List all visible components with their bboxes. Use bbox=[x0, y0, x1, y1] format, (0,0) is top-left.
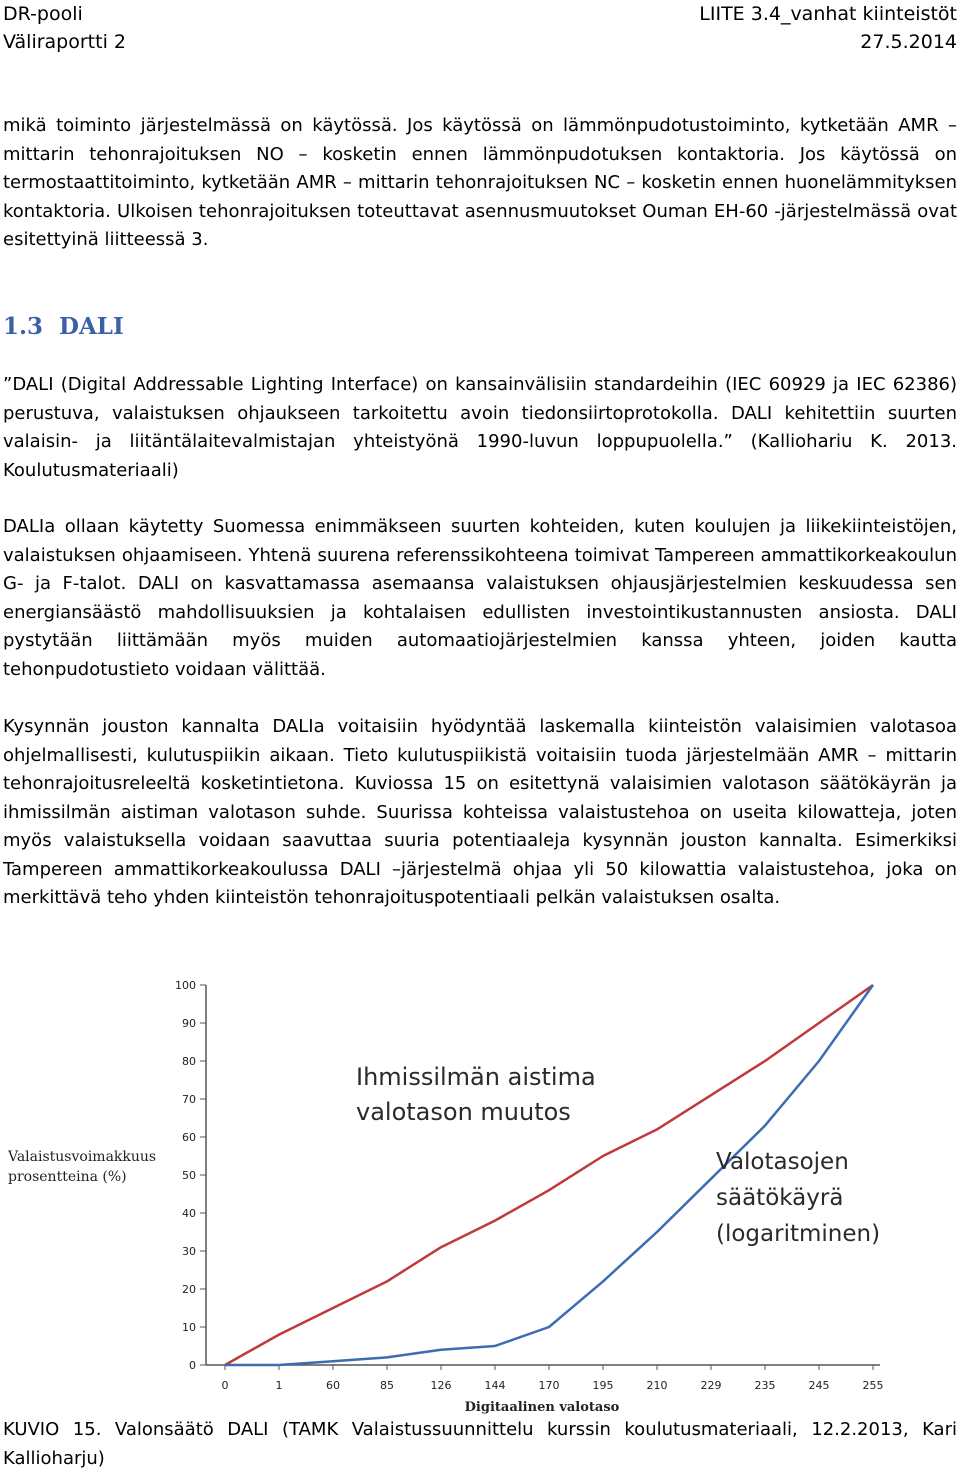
paragraph-dali-usage: DALIa ollaan käytetty Suomessa enimmäkseen suurten kohteiden, kuten koulujen ja liikekiinteistöjen, valaistuksen ohjaamiseen. Yhtenä suurena referenssikohteena toimivat Tampereen ammattikorkeakoulun G- ja F-talot. DALI on kasvattamassa asemaansa valaistuksen ohjausjärjestelmien keskuudessa sen energiansäästö mahdollisuuksien ja kohtalaisen edullisten investointikustannusten ansiosta. DALI pystytään liittämään myös muiden automaatiojärjestelmien kanssa yhteen, joiden kautta tehonpudotustieto voidaan välittää. bbox=[3, 516, 957, 680]
figure-caption: KUVIO 15. Valonsäätö DALI (TAMK Valaistussuunnittelu kurssin koulutusmateriaali, 12.2.2013, Kari Kallioharju) bbox=[3, 1419, 957, 1469]
y-axis-label-line1: Valaistusvoimakkuus bbox=[8, 1149, 157, 1165]
red-annotation bbox=[356, 1063, 596, 1126]
y-axis-label-line2: prosentteina (%) bbox=[8, 1169, 127, 1185]
x-tick-label: 0 bbox=[221, 1379, 229, 1392]
y-tick-label: 90 bbox=[182, 1017, 196, 1030]
paragraph-dali-definition: ”DALI (Digital Addressable Lighting Interface) on kansainvälisiin standardeihin (IEC 60929 ja IEC 62386) perustuva, valaistuksen ohjaukseen tarkoitettu avoin tiedonsiirtoprotokolla. DALI kehitettiin suurten valaisin- ja liitäntälaitevalmistajan yhteistyönä 1990-luvun loppupuolella.” (Kalliohariu K. 2013. Koulutusmateriaali) bbox=[3, 374, 957, 481]
x-tick-label: 195 bbox=[592, 1379, 614, 1392]
x-tick-label: 126 bbox=[430, 1379, 452, 1392]
y-tick-label: 60 bbox=[182, 1131, 196, 1144]
paragraph-amr-connection: mikä toiminto järjestelmässä on käytössä. Jos käytössä on lämmönpudotustoiminto, kytketään AMR – mittarin tehonrajoituksen NO – kosketin ennen lämmönpudotuksen kontaktoria. Jos käytössä on termostaattitoiminto, kytketään AMR – mittarin tehonrajoituksen NC – kosketin ennen huonelämmityksen kontaktoria. Ulkoisen tehonrajoituksen toteuttavat asennusmuutokset Ouman EH-60 -järjestelmässä ovat esitettyinä liitteessä 3. bbox=[3, 115, 957, 250]
header-date: 27.5.2014 bbox=[860, 31, 957, 53]
red-annotation-line2: valotason muutos bbox=[356, 1098, 571, 1126]
series-line-blue bbox=[225, 985, 873, 1365]
y-tick-label: 0 bbox=[189, 1359, 196, 1372]
x-tick-label: 229 bbox=[700, 1379, 722, 1392]
section-title: DALI bbox=[59, 313, 124, 340]
x-axis-label: Digitaalinen valotaso bbox=[464, 1400, 620, 1415]
x-tick-label: 245 bbox=[808, 1379, 830, 1392]
y-tick-label: 70 bbox=[182, 1093, 196, 1106]
paragraph-demand-response: Kysynnän jouston kannalta DALIa voitaisiin hyödyntää laskemalla kiinteistön valaisimien valotasoa ohjelmallisesti, kulutuspiikin aikaan. Tieto kulutuspiikistä voitaisiin tuoda järjestelmään AMR – mittarin tehonrajoitusreleeltä kosketintietona. Kuviossa 15 on esitettynä valaisimien valotason säätökäyrän ja ihmissilmän aistiman valotason suhde. Suurissa kohteissa valaistustehoa on useita kilowatteja, joten myös valaistuksella voidaan saavuttaa suuria potentiaaleja kysynnän jouston kannalta. Esimerkiksi Tampereen ammattikorkeakoulussa DALI –järjestelmä ohjaa yli 50 kilowattia valaistustehoa, joka on merkittävä teho yhden kiinteistön tehonrajoituspotentiaali pelkän valaistuksen osalta. bbox=[3, 716, 957, 908]
blue-annotation bbox=[716, 1149, 880, 1247]
y-tick-label: 30 bbox=[182, 1245, 196, 1258]
blue-annotation-line2: säätökäyrä bbox=[716, 1185, 844, 1211]
blue-annotation-line1: Valotasojen bbox=[716, 1149, 849, 1175]
y-tick-label: 40 bbox=[182, 1207, 196, 1220]
y-tick-label: 100 bbox=[175, 979, 196, 992]
x-tick-label: 255 bbox=[862, 1379, 884, 1392]
y-tick-label: 20 bbox=[182, 1283, 196, 1296]
x-tick-label: 170 bbox=[538, 1379, 560, 1392]
y-tick-label: 10 bbox=[182, 1321, 196, 1334]
section-heading bbox=[3, 313, 124, 340]
header-report: Väliraportti 2 bbox=[3, 31, 126, 53]
header-appendix: LIITE 3.4_vanhat kiinteistöt bbox=[699, 3, 957, 25]
blue-annotation-line3: (logaritminen) bbox=[716, 1221, 881, 1247]
red-annotation-line1: Ihmissilmän aistima bbox=[356, 1063, 596, 1091]
y-axis-label bbox=[7, 1149, 156, 1185]
x-tick-label: 1 bbox=[275, 1379, 283, 1392]
page-header-right bbox=[699, 0, 957, 56]
section-number: 1.3 bbox=[3, 313, 44, 340]
y-tick-label: 50 bbox=[182, 1169, 196, 1182]
y-tick-label: 80 bbox=[182, 1055, 196, 1068]
chart-axes bbox=[206, 985, 880, 1365]
x-tick-label: 85 bbox=[380, 1379, 394, 1392]
header-project: DR-pooli bbox=[3, 3, 83, 25]
dali-dimming-chart bbox=[0, 965, 960, 1415]
x-tick-label: 210 bbox=[646, 1379, 668, 1392]
x-tick-label: 144 bbox=[484, 1379, 506, 1392]
page-header-left bbox=[3, 0, 126, 56]
chart-series bbox=[225, 985, 873, 1365]
x-tick-label: 60 bbox=[326, 1379, 340, 1392]
series-line-red bbox=[225, 985, 873, 1365]
x-tick-label: 235 bbox=[754, 1379, 776, 1392]
